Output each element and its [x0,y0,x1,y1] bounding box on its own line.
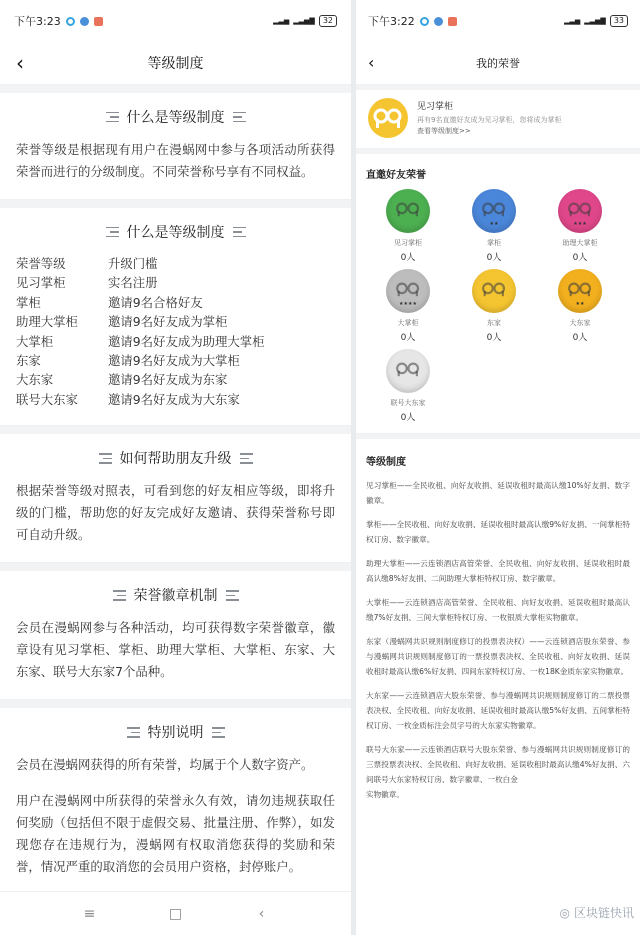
section-text: 用户在漫蜗网中所获得的荣誉永久有效，请勿违规获取任何奖励（包括但不限于虚假交易、批量注册、作弊），如发现您存在违规行为，漫蜗网有权取消您获得的奖励和荣誉，情况严重的取消您的会员用户资格，封停账户。 [16,793,335,875]
section-what-is [0,93,351,199]
divider [0,84,351,93]
rule-item [366,742,630,802]
table-header [16,254,335,273]
status-time: 下午3:23 [14,15,61,28]
section-level-table [0,208,351,425]
section-help-upgrade [0,434,351,562]
badge-stars: ★★ [489,221,499,227]
section-special-notes [0,708,351,894]
rule-item: 大东家——云连锁酒店大股东荣誉、参与漫蜗网共识规则制度修订的二票投票表决权、全民收租、向好友收捐、延误收租时最高认缴5%好友捐、五间掌柜特权订房、一枚金质标注会员字号的大东家实物徽章。 [366,691,630,730]
level-rules [356,439,640,802]
level-requirement: 邀请9名好友成为东家 [108,372,228,388]
badge-icon [386,189,430,233]
table-row [16,312,335,331]
right-phone-screen [356,0,640,935]
wechat-icon: ◎ [559,905,570,920]
badge-count: 0人 [400,333,416,343]
badge-name: 大东家 [569,319,591,327]
honor-subtitle: 再有9名直邀好友成为见习掌柜，您将成为掌柜 [417,116,562,124]
badge-icon [472,269,516,313]
table-row [16,351,335,370]
heading-decoration-icon [106,112,119,123]
table-row [16,332,335,351]
badge-item [451,189,537,263]
badge-item [365,269,451,343]
heading-decoration-icon [127,727,140,738]
section-heading: 荣誉徽章机制 [133,588,218,605]
badge-count: 0人 [400,413,416,423]
rule-item: 见习掌柜——全民收租、向好友收捐、延误收租时最高认缴10%好友捐、数字徽章。 [366,481,630,505]
honor-title: 见习掌柜 [417,102,454,112]
heading-decoration-icon [212,727,225,738]
wifi-icon: ▂▃▅ [564,17,581,25]
column-header: 荣誉等级 [16,256,66,271]
level-name: 大东家 [16,372,54,388]
heading-decoration-icon [113,590,126,601]
status-bar [0,0,351,42]
rule-item: 掌柜——全民收租、向好友收捐、延误收租时最高认缴9%好友捐、一间掌柜特权订房、数字徽章。 [366,520,630,544]
section-badge-mechanism [0,571,351,699]
heading-decoration-icon [226,590,239,601]
level-requirement: 实名注册 [108,275,158,291]
divider [0,699,351,708]
back-icon[interactable]: ‹ [258,905,265,922]
badge-count: 0人 [486,253,502,263]
signal-icon: ▂▃▅▇ [293,17,315,25]
app-notification-icon [420,17,429,26]
level-name: 见习掌柜 [16,275,66,291]
nav-bar [0,42,351,84]
badge-icon [472,189,516,233]
badge-icon [386,269,430,313]
status-time: 下午3:22 [368,15,415,28]
badge-stars: ★★★★ [399,301,417,307]
level-requirement: 邀请9名好友成为大掌柜 [108,353,240,369]
level-requirement: 邀请9名合格好友 [108,294,203,310]
table-row [16,390,335,409]
badge-name: 掌柜 [487,239,501,247]
level-name: 助理大掌柜 [16,314,78,330]
level-name: 联号大东家 [16,391,78,407]
battery-indicator: 32 [319,15,337,27]
menu-icon[interactable]: ≡ [83,905,96,922]
app-notification-icon [66,17,75,26]
rule-item: 东家（漫蜗网共识规则制度修订的投票表决权）——云连锁酒店股东荣誉、参与漫蜗网共识规则制度修订的一票投票表决权、全民收租、向好友收捐、延误收租时最高认缴6%好友捐、四间东家特权订房、一枚18K金质东家实物徽章。 [366,637,630,676]
back-arrow-icon[interactable]: ‹ [16,51,24,75]
rule-item: 大掌柜——云连锁酒店高管荣誉、全民收租、向好友收捐、延误收租时最高认缴7%好友捐、三间大掌柜特权订房、一枚银质大掌柜实物徽章。 [366,598,630,622]
level-name: 掌柜 [16,294,41,310]
back-arrow-icon[interactable]: ‹ [368,53,375,72]
level-requirement: 邀请9名好友成为助理大掌柜 [108,333,265,349]
page-title: 我的荣誉 [476,57,520,70]
wifi-icon: ▂▃▅ [273,17,290,25]
battery-indicator: 33 [610,15,628,27]
view-level-system-link[interactable]: 查看等级制度>> [417,127,471,135]
section-text: 会员在漫蜗网参与各种活动，均可获得数字荣誉徽章，徽章设有见习掌柜、掌柜、助理大掌柜、大掌柜、东家、大东家、联号大东家7个品种。 [16,620,335,680]
heading-decoration-icon [233,112,246,123]
badge-stars: ★★★ [573,221,587,227]
table-row [16,370,335,389]
level-table [16,254,335,409]
shield-icon [80,17,89,26]
divider [0,562,351,571]
heading-decoration-icon [240,453,253,464]
app-icon [448,17,457,26]
badge-name: 东家 [487,319,501,327]
heading-decoration-icon [99,453,112,464]
divider [0,199,351,208]
table-row [16,273,335,292]
badge-icon [386,349,430,393]
badge-item [537,269,623,343]
rule-text: 实物徽章。 [366,790,404,799]
badge-name: 联号大东家 [390,399,426,407]
signal-icon: ▂▃▅▇ [584,17,606,25]
level-requirement: 邀请9名好友成为大东家 [108,391,240,407]
badge-item [451,269,537,343]
app-icon [94,17,103,26]
badge-icon [558,189,602,233]
shield-icon [434,17,443,26]
level-name: 大掌柜 [16,333,54,349]
level-name: 东家 [16,353,41,369]
home-icon[interactable]: □ [168,905,183,922]
divider [0,425,351,434]
badge-name: 大掌柜 [397,319,419,327]
page-title: 等级制度 [147,56,204,72]
rule-item: 助理大掌柜——云连锁酒店高管荣誉、全民收租、向好友收捐、延误收租时最高认缴8%好友捐、二间助理大掌柜特权订房、数字徽章。 [366,559,630,583]
badge-stars: ★★ [575,301,585,307]
badge-count: 0人 [486,333,502,343]
badge-name: 助理大掌柜 [562,239,598,247]
section-heading: 什么是等级制度 [126,225,225,241]
watermark [560,904,635,921]
rule-text: 联号大东家——云连锁酒店联号大股东荣誉、参与漫蜗网共识规则制度修订的三票投票表决权、全民收租、向好友收捐、延误收租时最高认缴4%好友捐、六间联号大东家特权订房、数字徽章、一枚白金 [366,745,630,784]
badge-count: 0人 [400,253,416,263]
friends-honor-heading: 直邀好友荣誉 [366,170,426,181]
watermark-text: 区块链快讯 [573,906,634,920]
badge-icon [558,269,602,313]
section-text: 荣誉等级是根据现有用户在漫蜗网中参与各项活动所获得荣誉而进行的分级制度。不同荣誉称号享有不同权益。 [16,142,335,179]
nav-bar [356,42,640,84]
badge-item [365,349,451,423]
badge-count: 0人 [572,333,588,343]
honor-badge-icon [368,98,408,138]
section-text: 根据荣誉等级对照表，可看到您的好友相应等级，即将升级的门槛，帮助您的好友完成好友邀请、获得荣誉称号即可自动升级。 [16,483,335,543]
section-heading: 特别说明 [147,725,204,742]
heading-decoration-icon [106,227,119,238]
level-requirement: 邀请9名好友成为掌柜 [108,314,228,330]
section-text: 会员在漫蜗网获得的所有荣誉，均属于个人数字资产。 [16,757,314,773]
badge-item [365,189,451,263]
section-heading: 什么是等级制度 [126,110,225,126]
badge-item [537,189,623,263]
heading-decoration-icon [233,227,246,238]
status-bar [356,0,640,42]
rules-heading: 等级制度 [366,457,406,468]
badge-grid [356,189,640,429]
badge-name: 见习掌柜 [394,239,422,247]
table-row [16,293,335,312]
section-heading: 如何帮助朋友升级 [119,451,232,468]
badge-count: 0人 [572,253,588,263]
system-nav-bar [0,891,351,935]
my-honor-card [356,90,640,148]
column-header: 升级门槛 [108,256,158,271]
